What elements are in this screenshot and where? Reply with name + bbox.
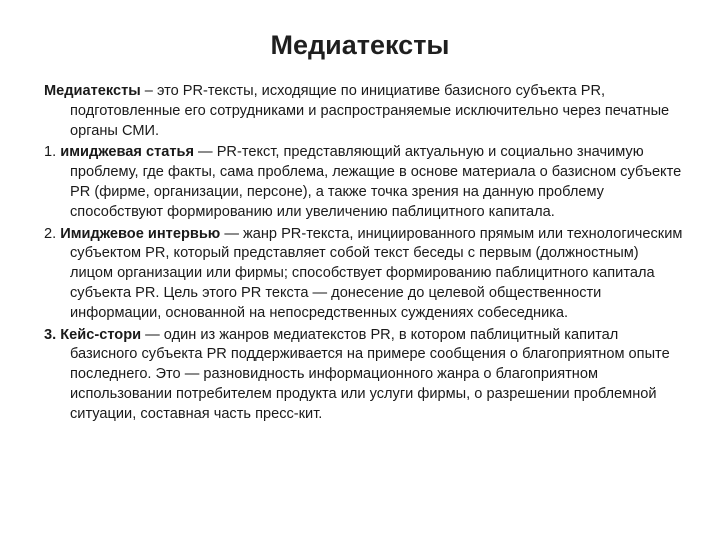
item-number: 3.: [44, 326, 61, 343]
definition-text: – это PR-тексты, исходящие по инициативе базисного субъекта PR, подготовленные его сотрудниками и распространяемые исключительно через печатные органы СМИ.: [70, 83, 670, 139]
term-case-story: Кейс-стори: [60, 326, 142, 343]
item-number: 1.: [44, 144, 61, 161]
paragraph-case-story: [44, 326, 684, 425]
term-image-article: имиджевая статья: [60, 144, 194, 161]
slide-title: Медиатексты: [270, 30, 450, 60]
item-number: 2.: [44, 225, 61, 242]
paragraph-image-interview: [44, 225, 684, 324]
term-mediatexts: Медиатексты: [44, 83, 141, 99]
image-article-text: — PR-текст, представляющий актуальную и социально значимую проблему, где факты, сама проблема, лежащие в основе материала о базисном субъекте PR (фирме, организации, персоне), а также точка зрения на данную проблему способствуют формированию или увеличению паблицитного капитала.: [70, 144, 682, 220]
case-story-text: — один из жанров медиатекстов PR, в котором паблицитный капитал базисного субъекта PR поддерживается на примере сообщения о благоприятном опыте последнего. Это — разновидность информационного жанра о благоприятном использовании потребителем продукта или услуги фирмы, о разрешении проблемной ситуации, составная часть пресс-кит.: [70, 326, 670, 422]
image-interview-text: — жанр PR-текста, инициированного прямым или технологическим субъектом PR, который представляет собой текст беседы с первым (должностным) лицом организации или фирмы; способствует формированию паблицитного капитала субъекта PR. Цель этого PR текста — донесение до целевой общественности информации, основанной на непосредственных суждениях собеседника.: [70, 225, 683, 321]
term-image-interview: Имиджевое интервью: [60, 225, 221, 242]
slide-body: [44, 82, 684, 427]
paragraph-image-article: [44, 143, 684, 222]
paragraph-definition: [44, 82, 684, 141]
